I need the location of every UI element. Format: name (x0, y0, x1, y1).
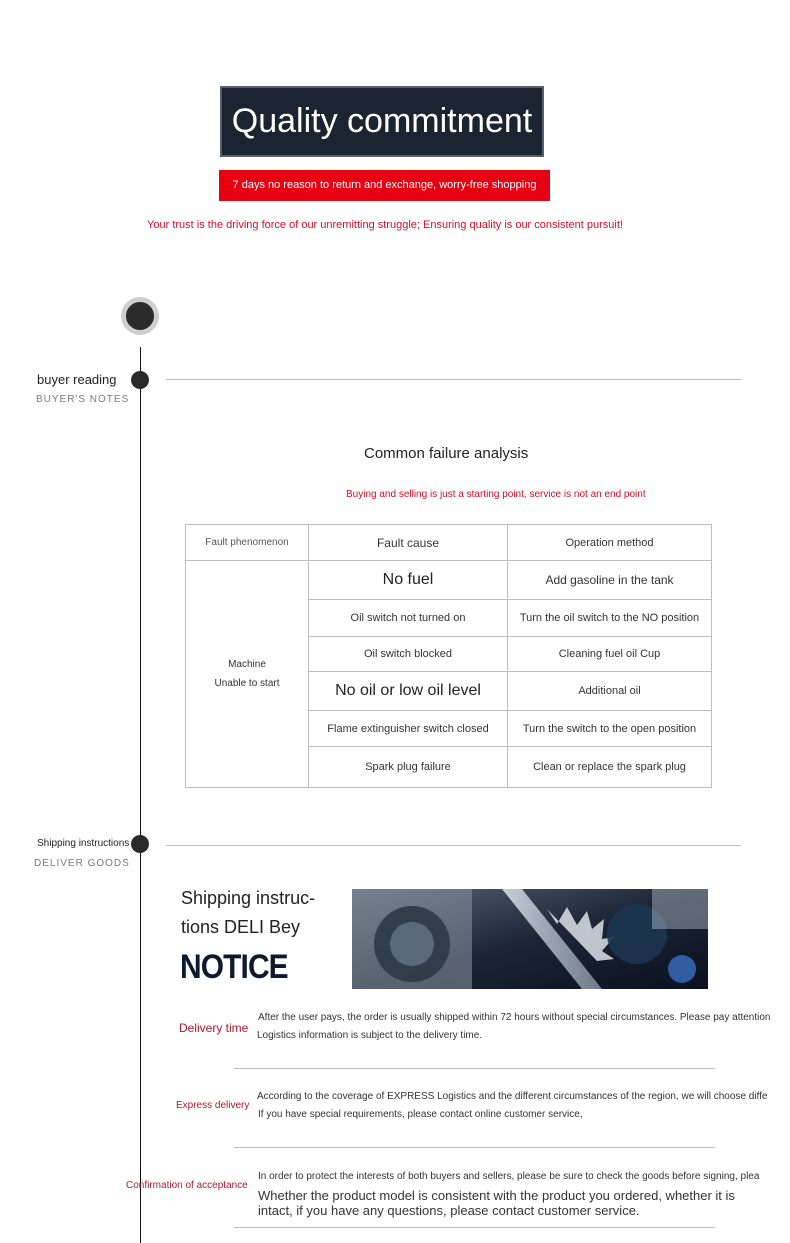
product-engine-image (352, 889, 708, 989)
cause-cell: Flame extinguisher switch closed (309, 711, 508, 747)
method-cell: Add gasoline in the tank (508, 561, 712, 600)
buyer-section-title: buyer reading (37, 372, 117, 387)
buyer-section-subtitle: BUYER'S NOTES (36, 394, 130, 405)
header-operation-method: Operation method (508, 525, 712, 561)
cause-cell: No oil or low oil level (309, 672, 508, 711)
notice-heading: NOTICE (180, 948, 288, 986)
method-cell: Turn the switch to the open position (508, 711, 712, 747)
acceptance-line-2: Whether the product model is consistent with the product you ordered, whether it is (258, 1188, 735, 1203)
header-fault-phenomenon: Fault phenomenon (186, 525, 309, 561)
express-delivery-line-2: If you have special requirements, please contact online customer service, (258, 1109, 583, 1120)
slogan-text: Your trust is the driving force of our unremitting struggle; Ensuring quality is our consistent pursuit! (147, 219, 623, 231)
phenomenon-line-1: Machine (228, 659, 266, 670)
express-delivery-line-1: According to the coverage of EXPRESS Logistics and the different circumstances of the region, we will choose diffe (257, 1091, 768, 1102)
acceptance-line-1: In order to protect the interests of both buyers and sellers, please be sure to check the goods before signing, plea (258, 1171, 760, 1182)
shipping-section-divider (166, 845, 741, 846)
cause-cell: Oil switch not turned on (309, 600, 508, 637)
shipping-section-subtitle: DELIVER GOODS (34, 858, 130, 869)
delivery-time-label: Delivery time (179, 1021, 249, 1035)
timeline-line (140, 347, 141, 1243)
phenomenon-line-2: Unable to start (214, 678, 280, 689)
express-delivery-label: Express delivery (176, 1100, 250, 1111)
table-row (186, 561, 712, 600)
page-title: Quality commitment (220, 86, 544, 157)
timeline-dot-shipping (131, 835, 149, 853)
delivery-time-line-1: After the user pays, the order is usually shipped within 72 hours without special circumstances. Please pay attention (258, 1012, 771, 1023)
info-divider (234, 1147, 715, 1148)
cause-cell: No fuel (309, 561, 508, 600)
phenomenon-cell (186, 561, 309, 788)
timeline-start-dot (121, 297, 159, 335)
delivery-time-line-2: Logistics information is subject to the delivery time. (257, 1030, 483, 1041)
cause-cell: Spark plug failure (309, 747, 508, 788)
acceptance-line-3: intact, if you have any questions, please contact customer service. (258, 1203, 640, 1218)
cause-cell: Oil switch blocked (309, 637, 508, 672)
method-cell: Clean or replace the spark plug (508, 747, 712, 788)
fault-table (185, 524, 712, 788)
promo-banner: 7 days no reason to return and exchange, worry-free shopping (219, 170, 550, 201)
shipping-section-title: Shipping instructions (37, 838, 130, 849)
header-fault-cause: Fault cause (309, 525, 508, 561)
info-divider (234, 1068, 715, 1069)
acceptance-label: Confirmation of acceptance (126, 1180, 248, 1191)
fault-analysis-subtitle: Buying and selling is just a starting point, service is not an end point (346, 489, 646, 500)
timeline-dot-buyer (131, 371, 149, 389)
buyer-section-divider (166, 379, 741, 380)
engine-illustration (352, 889, 708, 989)
method-cell: Turn the oil switch to the NO position (508, 600, 712, 637)
fault-table-header-row (186, 525, 712, 561)
method-cell: Cleaning fuel oil Cup (508, 637, 712, 672)
fault-analysis-title: Common failure analysis (364, 445, 529, 462)
shipping-heading: Shipping instruc- tions DELI Bey (181, 888, 316, 937)
method-cell: Additional oil (508, 672, 712, 711)
info-divider (234, 1227, 715, 1228)
